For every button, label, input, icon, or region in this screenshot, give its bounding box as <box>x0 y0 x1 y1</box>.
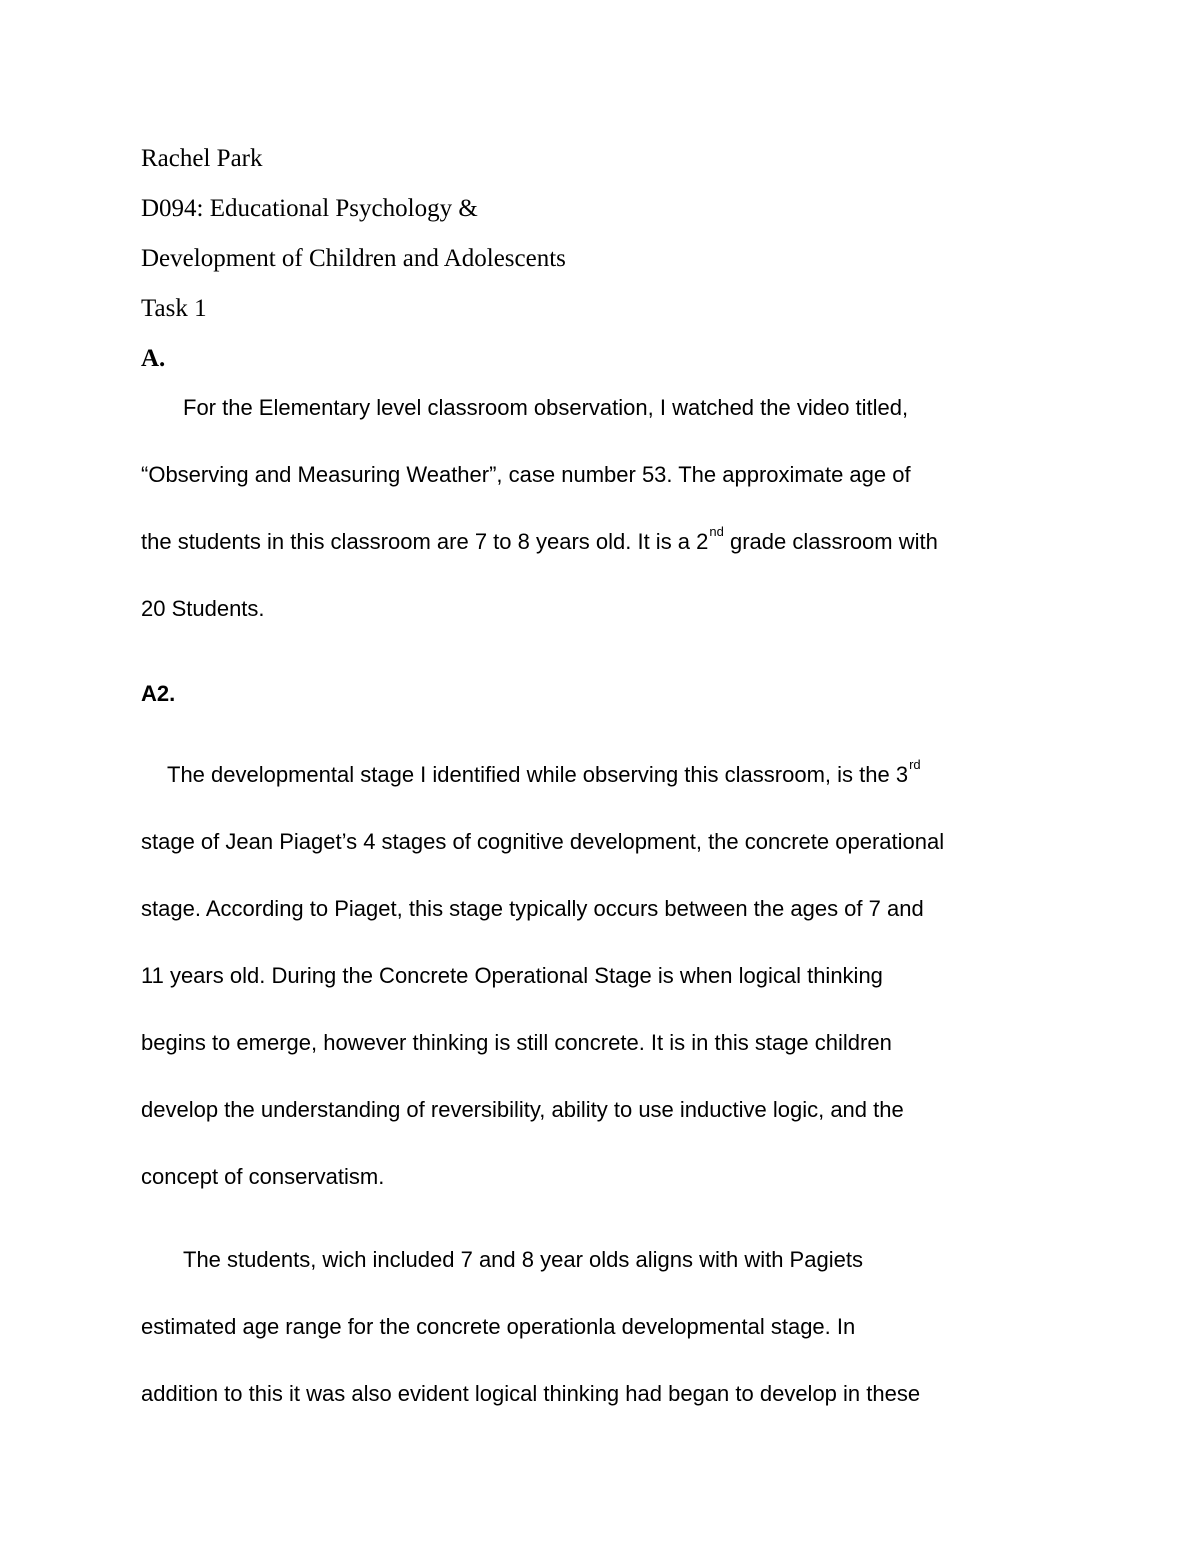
a2-para1-line-3: stage. According to Piaget, this stage typically occurs between the ages of 7 and <box>141 896 924 921</box>
task-label: Task 1 <box>141 295 207 322</box>
ordinal-suffix-rd: rd <box>909 757 921 772</box>
a2-para2-line-3: addition to this it was also evident logical thinking had began to develop in these <box>141 1381 921 1406</box>
a2-para2-line-1: The students, wich included 7 and 8 year olds aligns with with Pagiets <box>183 1247 863 1272</box>
a2-para1-line-4: 11 years old. During the Concrete Operational Stage is when logical thinking <box>141 963 883 988</box>
a2-para1-line-6: develop the understanding of reversibility, ability to use inductive logic, and the <box>141 1097 904 1122</box>
section-a-line-2: “Observing and Measuring Weather”, case number 53. The approximate age of <box>141 462 911 487</box>
section-a-line-4: 20 Students. <box>141 596 265 621</box>
a2-para1-line-5: begins to emerge, however thinking is still concrete. It is in this stage children <box>141 1030 892 1055</box>
course-title-line-2: Development of Children and Adolescents <box>141 245 566 272</box>
a2-para1-line-7: concept of conservatism. <box>141 1164 385 1189</box>
author-name: Rachel Park <box>141 145 263 172</box>
a2-para2-line-2: estimated age range for the concrete operationla developmental stage. In <box>141 1314 856 1339</box>
section-a2-heading: A2. <box>141 681 176 706</box>
section-a-heading: A. <box>141 345 166 372</box>
ordinal-suffix-nd: nd <box>709 524 724 539</box>
a2-para1-line-1: The developmental stage I identified while observing this classroom, is the 3rd <box>167 757 921 787</box>
section-a-line-3: the students in this classroom are 7 to 8 years old. It is a 2nd grade classroom with <box>141 524 938 554</box>
a2-para1-line-2: stage of Jean Piaget’s 4 stages of cognitive development, the concrete operational <box>141 829 945 854</box>
section-a-line-1: For the Elementary level classroom observation, I watched the video titled, <box>183 395 909 420</box>
course-title-line-1: D094: Educational Psychology & <box>141 195 478 222</box>
